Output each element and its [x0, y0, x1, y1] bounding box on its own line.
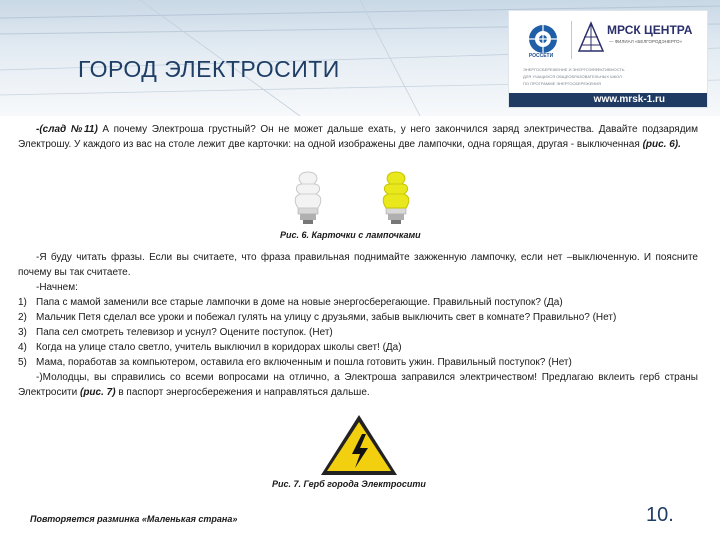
list-item: 3) Папа сел смотреть телевизор и уснул? Оцените поступок. (Нет) [18, 327, 333, 338]
fine-line-3: ПО ПРОГРАММЕ ЭНЕРГОСБЕРЕЖЕНИЯ [523, 81, 602, 86]
figure-6-reference: (рис. 6). [642, 139, 681, 150]
page-title: ГОРОД ЭЛЕКТРОСИТИ [78, 56, 340, 82]
fine-line-1: ЭНЕРГОСБЕРЕЖЕНИЕ И ЭНЕРГОЭФФЕКТИВНОСТЬ [523, 67, 625, 72]
bulb-off-icon [295, 172, 321, 224]
intro-text: А почему Электроша грустный? Он не может дальше ехать, у него закончился заряд электричества. Давайте подзарядим Электрошу. У каждого из вас на столе лежит две карточки: на одной изображены две лампочки, одна горящая, другая - выключенная [18, 124, 699, 150]
logo-panel [508, 10, 708, 108]
question-list [18, 295, 698, 370]
high-voltage-sign-icon [318, 412, 400, 478]
website-url: www.mrsk-1.ru [509, 93, 707, 107]
start-line: -Начнем: [36, 282, 78, 293]
mrsk-name: МРСК ЦЕНТРА [607, 23, 693, 37]
mrsk-logo-icon [577, 21, 605, 55]
list-item: 2) Мальчик Петя сделал все уроки и побежал гулять на улицу с друзьями, забыв выключить свет в комнате? Правильно? (Нет) [18, 312, 617, 323]
lamp-cards-figure [288, 166, 438, 228]
list-item: 4) Когда на улице стало светло, учитель выключил в коридорах школы свет! (Да) [18, 342, 402, 353]
logo-divider [571, 21, 572, 59]
figure-6-caption: Рис. 6. Карточки с лампочками [280, 230, 421, 240]
mrsk-subtitle: — ФИЛИАЛ «БЕЛГОРОДЭНЕРГО» [609, 39, 683, 44]
figure-7-reference: (рис. 7) [79, 387, 116, 398]
figure-7-caption: Рис. 7. Герб города Электросити [272, 479, 426, 489]
main-content [18, 122, 698, 152]
footer-note: Повторяется разминка «Маленькая страна» [30, 514, 238, 524]
header-band [0, 0, 720, 116]
closing-paragraph: -)Молодцы, вы справились со всеми вопросами на отлично, а Электроша заправился электричеством! Предлагаю вклеить герб страны Электросити (рис. 7) в паспорт энергосбережения и направляться дальше. [18, 372, 698, 398]
list-item: 5) Мама, поработав за компьютером, оставила его включенным и пошла готовить ужин. Правильный поступок? (Нет) [18, 357, 572, 368]
list-item: 1) Папа с мамой заменили все старые лампочки в доме на новые энергосберегающие. Правильный поступок? (Да) [18, 297, 563, 308]
page-number: 10. [646, 504, 674, 526]
intro-paragraph [18, 122, 698, 152]
fine-line-2: ДЛЯ УЧАЩИХСЯ ОБЩЕОБРАЗОВАТЕЛЬНЫХ ШКОЛ [523, 74, 622, 79]
bulb-on-icon [383, 172, 409, 224]
questions-block [18, 250, 698, 400]
rosseti-label: РОССЕТИ [528, 53, 554, 59]
instructions-paragraph: -Я буду читать фразы. Если вы считаете, что фраза правильная поднимайте зажженную лампочку, если нет –выключенную. И поясните почему вы так считаете. [18, 252, 698, 278]
slide-reference: -(слад №11) [36, 124, 98, 135]
